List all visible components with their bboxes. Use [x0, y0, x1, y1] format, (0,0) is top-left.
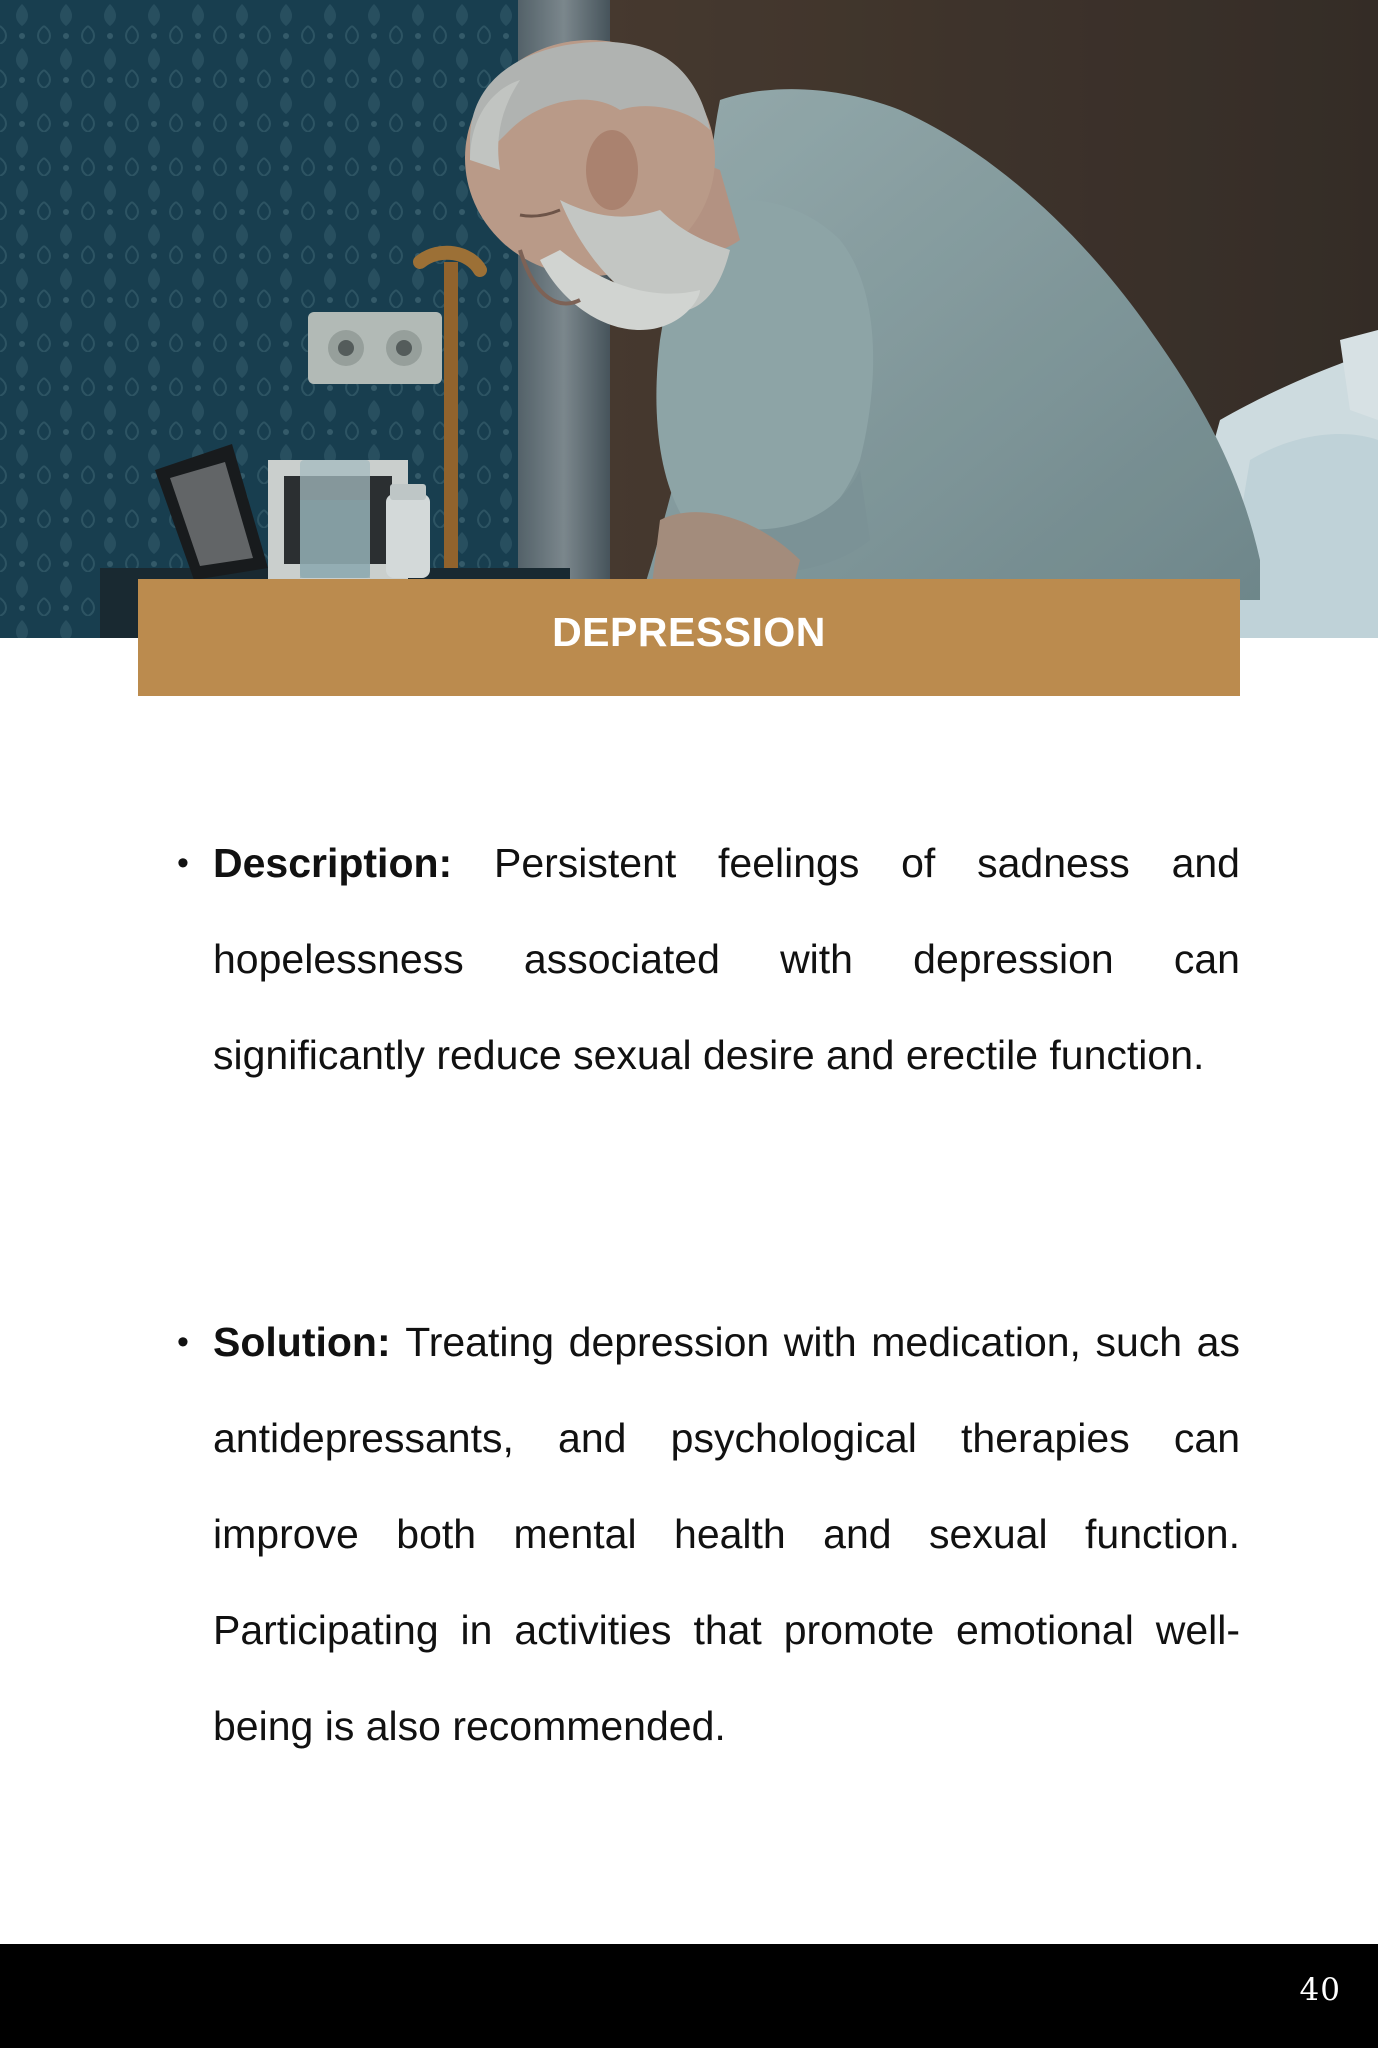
bullet-icon: •: [177, 1323, 189, 1361]
section-title: DEPRESSION: [552, 609, 826, 655]
title-banner: [138, 579, 1240, 696]
elderly-man-photo-illustration: [0, 0, 1378, 638]
list-item: [177, 1294, 1240, 1774]
hero-photo: [0, 0, 1378, 638]
bullet-icon: •: [177, 844, 189, 882]
footer-bar: [0, 1944, 1378, 2048]
list-item: [177, 815, 1240, 1103]
item-label: Solution:: [213, 1319, 406, 1365]
item-text: Treating depression with medication, such as antidepressants, and psychological therapies can improve both mental health and sexual function. Participating in activities that promote emotional well-being is also recommended.: [213, 1319, 1240, 1749]
item-text: Persistent feelings of sadness and hopelessness associated with depression can significantly reduce sexual desire and erectile function.: [213, 840, 1240, 1078]
page-number: 40: [1299, 1972, 1341, 2008]
item-label: Description:: [213, 840, 494, 886]
